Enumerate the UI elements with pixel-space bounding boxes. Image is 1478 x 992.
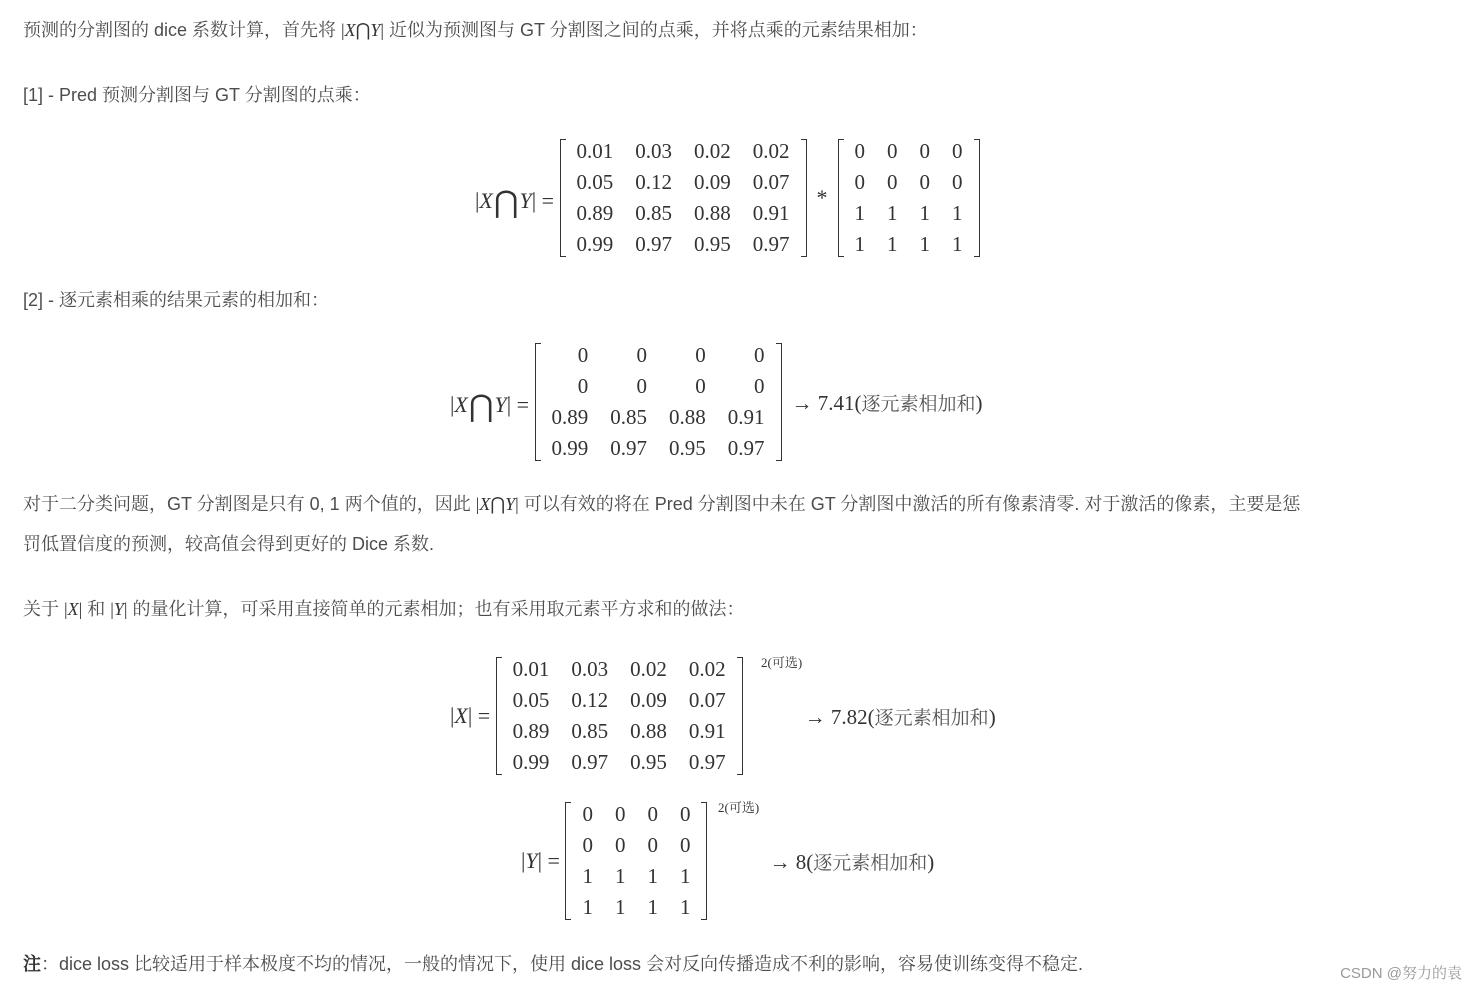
note-paragraph [23, 944, 1083, 984]
matrix-row [566, 229, 801, 260]
equation-x-magnitude [450, 654, 996, 778]
p2-math-y: Y [505, 494, 516, 514]
matrix-cell: 0.99 [512, 750, 550, 774]
product-matrix [535, 340, 782, 464]
matrix-cell: 0.97 [635, 232, 673, 256]
p3-math-y: |Y| [110, 599, 128, 619]
matrix-cell: 0.95 [669, 436, 706, 460]
math-cap: ⋂ [355, 20, 371, 40]
matrix-row [844, 198, 974, 229]
matrix-row [571, 830, 701, 861]
matrix-cell: 0 [577, 343, 589, 367]
matrix-cell: 0 [614, 833, 626, 857]
equation-elementwise-sum [450, 340, 983, 464]
matrix-row [541, 402, 776, 433]
eq2-result: → 7.41(逐元素相加和) [791, 390, 983, 415]
matrix-cell: 0.12 [571, 688, 609, 712]
p2-text-start: 对于二分类问题，GT 分割图是只有 0, 1 两个值的，因此 [23, 494, 476, 514]
quantification-paragraph [23, 589, 744, 629]
p2-inline-math: |X⋂Y| [475, 494, 519, 514]
matrix-cell: 0.95 [694, 232, 731, 256]
intro-text-end: 近似为预测图与 GT 分割图之间的点乘，并将点乘的元素结果相加： [384, 20, 928, 40]
p3-math-x: |X| [64, 599, 83, 619]
matrix-cell: 1 [614, 864, 626, 888]
matrix-cell: 0.97 [571, 750, 609, 774]
eq3-result-note: 逐元素相加和 [874, 706, 989, 729]
eq2-lhs-x: X [454, 391, 468, 417]
matrix-cell: 0.88 [694, 201, 731, 225]
matrix-row [844, 229, 974, 260]
matrix-row [844, 136, 974, 167]
p3-text-mid: 和 [82, 599, 111, 619]
matrix-cell: 0.95 [630, 750, 667, 774]
matrix-cell: 0 [952, 139, 963, 163]
matrix-cell: 0.91 [752, 201, 790, 225]
matrix-cell: 1 [679, 895, 691, 919]
matrix-cell: 0 [919, 139, 931, 163]
matrix-row [502, 654, 737, 685]
p3-y: Y [113, 599, 124, 619]
multiply-operator: * [816, 185, 828, 210]
eq4-result-note: 逐元素相加和 [813, 851, 928, 874]
eq3-lhs: |X| = [450, 703, 496, 728]
matrix-cell: 1 [887, 232, 898, 256]
matrix-cell: 0.02 [630, 657, 667, 681]
binary-explanation-line2: 罚低置信度的预测，较高值会得到更好的 Dice 系数. [23, 534, 435, 554]
matrix-cell: 0 [582, 802, 593, 826]
matrix-cell: 0 [952, 170, 963, 194]
matrix-cell: 1 [679, 864, 691, 888]
matrix-cell: 0.97 [610, 436, 648, 460]
matrix-cell: 0 [647, 833, 658, 857]
matrix-cell: 0.97 [727, 436, 765, 460]
matrix-cell: 1 [887, 201, 898, 225]
matrix-cell: 0 [636, 374, 648, 398]
matrix-row [541, 340, 776, 371]
matrix-cell: 0.97 [752, 232, 790, 256]
matrix-cell: 1 [582, 864, 593, 888]
matrix-cell: 0 [636, 343, 648, 367]
matrix-cell: 0 [754, 374, 765, 398]
p2-text-end: 可以有效的将在 Pred 分割图中未在 GT 分割图中激活的所有像素清零. 对于激活的像素，主要是惩 [518, 494, 1301, 514]
matrix-cell: 0 [577, 374, 589, 398]
x-matrix [496, 654, 743, 778]
eq4-lhs: |Y| = [521, 848, 566, 873]
intro-paragraph [23, 10, 928, 50]
note-label: 注 [23, 954, 41, 974]
math-y: Y [370, 20, 381, 40]
matrix-cell: 0.05 [512, 688, 550, 712]
eq4-exponent: 2(可选) [718, 800, 760, 815]
eq4-result-value: 8 [795, 849, 807, 874]
equation-dot-product [475, 136, 980, 260]
matrix-row [571, 799, 701, 830]
step1-label: [1] - Pred 预测分割图与 GT 分割图的点乘： [23, 85, 371, 105]
matrix-cell: 1 [919, 201, 931, 225]
matrix-cell: 0.07 [688, 688, 726, 712]
eq3-exponent: 2(可选) [761, 655, 803, 670]
intersection-inline-math: |X⋂Y| [341, 20, 385, 40]
pred-matrix [560, 136, 807, 260]
eq2-lhs-y: Y [494, 391, 507, 417]
matrix-row [566, 198, 801, 229]
matrix-cell: 1 [952, 232, 963, 256]
matrix-cell: 1 [854, 201, 866, 225]
matrix-cell: 0.89 [512, 719, 550, 743]
matrix-cell: 0 [614, 802, 626, 826]
matrix-cell: 0 [887, 139, 898, 163]
matrix-cell: 0 [679, 802, 691, 826]
matrix-cell: 0.03 [571, 657, 609, 681]
matrix-cell: 1 [919, 232, 931, 256]
eq1-lhs: |X⋂Y| = [475, 185, 560, 219]
matrix-cell: 1 [647, 864, 658, 888]
matrix-cell: 0.02 [688, 657, 726, 681]
matrix-cell: 0.91 [727, 405, 765, 429]
matrix-cell: 0 [695, 343, 706, 367]
y-matrix [565, 799, 707, 923]
eq2-result-value: 7.41 [817, 390, 855, 415]
matrix-cell: 1 [647, 895, 658, 919]
eq2-lhs-cap: ⋂ [468, 389, 494, 423]
matrix-cell: 1 [614, 895, 626, 919]
matrix-row [571, 861, 701, 892]
matrix-cell: 0.99 [551, 436, 589, 460]
matrix-cell: 0.01 [576, 139, 614, 163]
matrix-cell: 0.99 [576, 232, 614, 256]
csdn-watermark: CSDN @努力的袁 [1340, 965, 1462, 982]
eq1-lhs-x: X [479, 187, 493, 213]
matrix-cell: 0.03 [635, 139, 673, 163]
matrix-cell: 0.89 [551, 405, 589, 429]
equation-y-magnitude [521, 799, 934, 923]
matrix-cell: 0.12 [635, 170, 673, 194]
matrix-cell: 0 [887, 170, 898, 194]
eq2-lhs: |X⋂Y| = [450, 389, 535, 423]
eq1-lhs-cap: ⋂ [493, 185, 519, 219]
matrix-cell: 0.05 [576, 170, 614, 194]
matrix-row [541, 371, 776, 402]
matrix-cell: 1 [582, 895, 593, 919]
matrix-cell: 0 [679, 833, 691, 857]
matrix-cell: 0 [695, 374, 706, 398]
step2-label: [2] - 逐元素相乘的结果元素的相加和： [23, 290, 330, 310]
eq1-lhs-y: Y [519, 187, 532, 213]
matrix-row [844, 167, 974, 198]
matrix-cell: 1 [952, 201, 963, 225]
math-x: X [344, 20, 356, 40]
matrix-cell: 0.85 [635, 201, 673, 225]
matrix-row [502, 685, 737, 716]
matrix-cell: 0.01 [512, 657, 550, 681]
matrix-cell: 0.02 [694, 139, 731, 163]
matrix-cell: 0.89 [576, 201, 614, 225]
matrix-cell: 0.91 [688, 719, 726, 743]
eq4-lhs-y: Y [525, 848, 538, 873]
p3-text-start: 关于 [23, 599, 65, 619]
matrix-cell: 0.97 [688, 750, 726, 774]
matrix-row [502, 716, 737, 747]
matrix-row [566, 167, 801, 198]
binary-explanation-line1 [23, 484, 1300, 524]
matrix-row [541, 433, 776, 464]
eq3-lhs-x: X [454, 703, 468, 728]
matrix-row [571, 892, 701, 923]
matrix-cell: 0 [854, 139, 866, 163]
eq3-result-value: 7.82 [830, 704, 868, 729]
matrix-row [566, 136, 801, 167]
matrix-cell: 0.88 [630, 719, 667, 743]
matrix-cell: 0.85 [610, 405, 648, 429]
matrix-cell: 0.09 [630, 688, 667, 712]
gt-matrix [838, 136, 980, 260]
matrix-cell: 0 [919, 170, 931, 194]
matrix-cell: 0.09 [694, 170, 731, 194]
eq3-result: → 7.82(逐元素相加和) [804, 704, 996, 729]
note-text: ：dice loss 比较适用于样本极度不均的情况，一般的情况下，使用 dice loss 会对反向传播造成不利的影响，容易使训练变得不稳定. [41, 954, 1084, 974]
matrix-cell: 0.02 [752, 139, 790, 163]
p2-math-cap: ⋂ [490, 494, 506, 514]
matrix-cell: 0 [582, 833, 593, 857]
matrix-cell: 1 [854, 232, 866, 256]
matrix-cell: 0 [754, 343, 765, 367]
matrix-cell: 0.07 [752, 170, 790, 194]
matrix-cell: 0.88 [669, 405, 706, 429]
matrix-cell: 0 [854, 170, 866, 194]
intro-text-start: 预测的分割图的 dice 系数计算，首先将 [23, 20, 342, 40]
matrix-row [502, 747, 737, 778]
matrix-cell: 0 [647, 802, 658, 826]
eq4-result: → 8(逐元素相加和) [769, 849, 935, 874]
p3-text-end: 的量化计算，可采用直接简单的元素相加；也有采用取元素平方求和的做法： [127, 599, 745, 619]
matrix-cell: 0.85 [571, 719, 609, 743]
p2-math-x: X [479, 494, 491, 514]
p3-x: X [67, 599, 79, 619]
eq2-result-note: 逐元素相加和 [861, 392, 976, 415]
